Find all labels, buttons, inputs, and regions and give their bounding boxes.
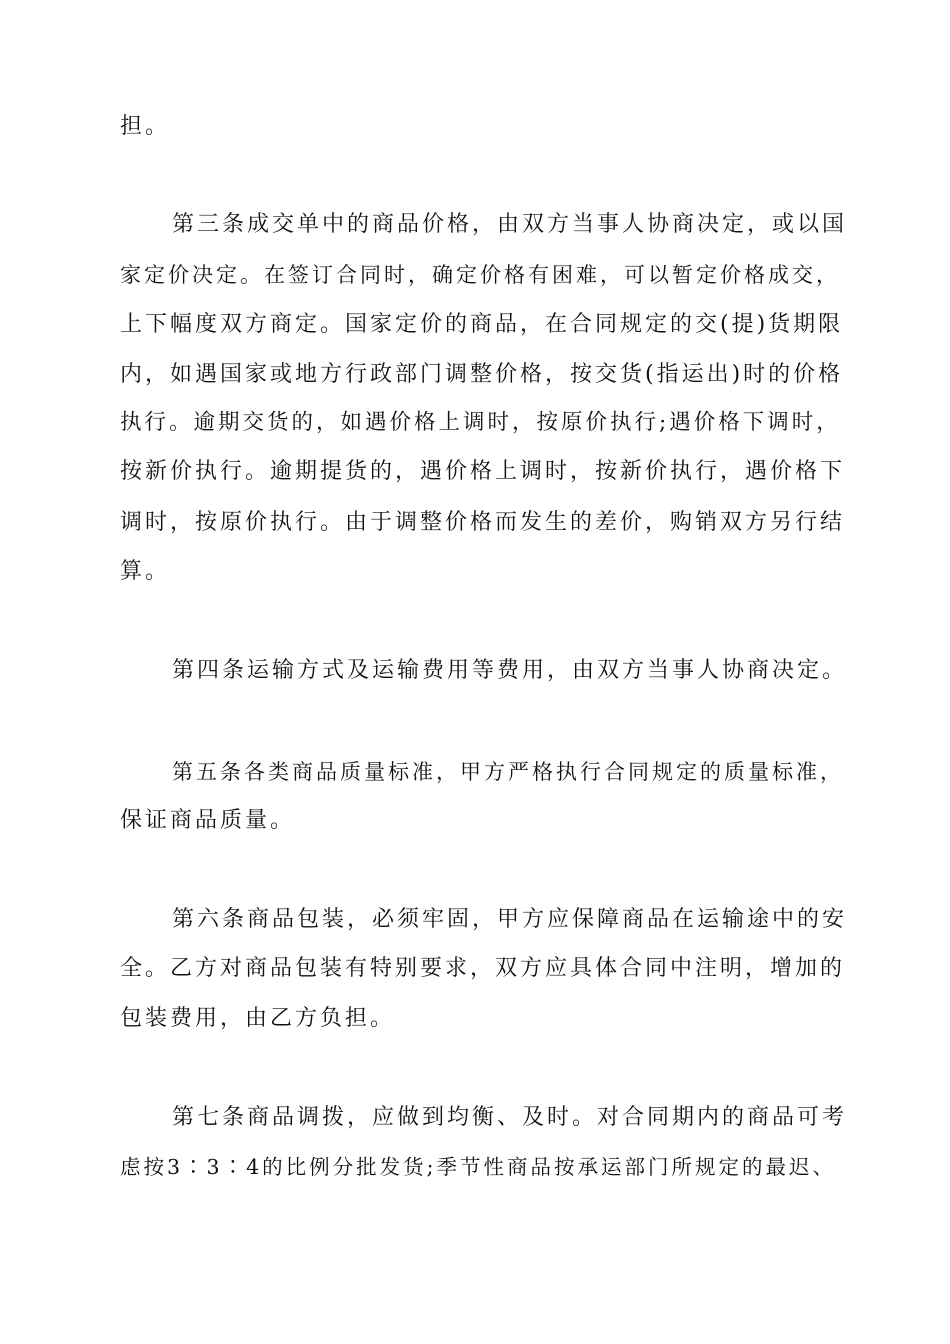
paragraph-0-line-0: 担。 bbox=[120, 114, 171, 139]
article-3-line-1: 家定价决定。在签订合同时，确定价格有困难，可以暂定价格成交， bbox=[120, 263, 840, 287]
article-6-line-0: 第六条商品包装，必须牢固，甲方应保障商品在运输途中的安 bbox=[172, 907, 848, 932]
article-5-line-1: 保证商品质量。 bbox=[120, 808, 296, 833]
article-7-line-1: 虑按3∶3∶4的比例分批发货;季节性商品按承运部门所规定的最迟、 bbox=[120, 1155, 837, 1179]
article-3-line-5: 按新价执行。逾期提货的，遇价格上调时，按新价执行，遇价格下 bbox=[120, 459, 846, 484]
article-3-line-3: 内，如遇国家或地方行政部门调整价格，按交货(指运出)时的价格 bbox=[120, 362, 844, 387]
article-3-line-2: 上下幅度双方商定。国家定价的商品，在合同规定的交(提)货期限 bbox=[120, 312, 844, 337]
article-5-line-0: 第五条各类商品质量标准，甲方严格执行合同规定的质量标准， bbox=[172, 760, 844, 784]
article-3-line-6: 调时，按原价执行。由于调整价格而发生的差价，购销双方另行结 bbox=[120, 510, 846, 535]
article-6-line-2: 包装费用，由乙方负担。 bbox=[120, 1006, 396, 1031]
article-6-line-1: 全。乙方对商品包装有特别要求，双方应具体合同中注明，增加的 bbox=[120, 956, 846, 981]
article-3-line-4: 执行。逾期交货的，如遇价格上调时，按原价执行;遇价格下调时， bbox=[120, 410, 841, 435]
article-3-line-7: 算。 bbox=[120, 559, 171, 584]
article-3-line-0: 第三条成交单中的商品价格，由双方当事人协商决定，或以国 bbox=[172, 212, 848, 237]
article-7-line-0: 第七条商品调拨，应做到均衡、及时。对合同期内的商品可考 bbox=[172, 1105, 848, 1130]
article-4-line-0: 第四条运输方式及运输费用等费用，由双方当事人协商决定。 bbox=[172, 658, 848, 683]
